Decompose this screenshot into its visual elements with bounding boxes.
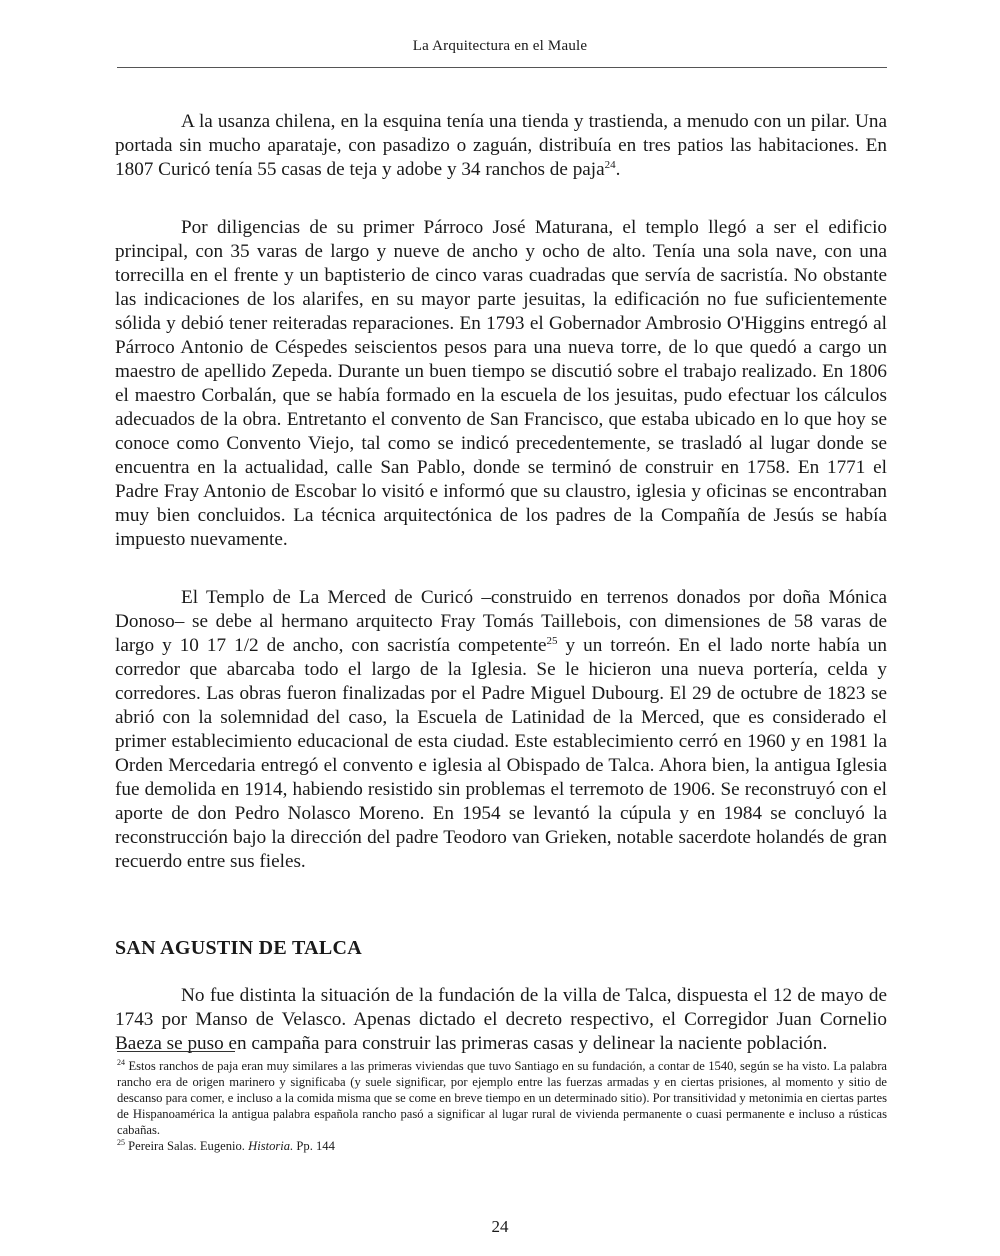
header-rule (117, 67, 887, 68)
footnote-25-end: Pp. 144 (293, 1139, 335, 1153)
paragraph-2: Por diligencias de su primer Párroco José Maturana, el templo llegó a ser el edificio principal, con 35 varas de largo y nueve de ancho y ocho de alto. Tenía una sola nave, con una torrecilla en el frente y un baptisterio de cinco varas cuadradas que servía de sacristía. No obstante las indicaciones de los alarifes, en su mayor parte jesuitas, la edificación no fue suficientemente sólida y debió tener reiteradas reparaciones. En 1793 el Gobernador Ambrosio O'Higgins entregó al Párroco Antonio de Céspedes seiscientos pesos para una nueva torre, de lo que quedó a cargo un maestro de apellido Zepeda. Durante un buen tiempo se discutió sobre el trabajo realizado. En 1806 el maestro Corbalán, que se había formado en la escuela de los jesuitas, pudo efectuar los cálculos adecuados de la obra. Entretanto el convento de San Francisco, que estaba ubicado en lo que hoy se conoce como Convento Viejo, tal como se indicó precedentemente, se trasladó al lugar donde se encuentra en la actualidad, calle San Pablo, donde se terminó de construir en 1758. En 1771 el Padre Fray Antonio de Escobar lo visitó e informó que su claustro, iglesia y oficinas se encontraban muy bien concluidos. La técnica arquitectónica de los padres de la Compañía de Jesús se había impuesto nuevamente. (115, 217, 887, 550)
footnote-25-title: Historia. (248, 1139, 294, 1153)
paragraph-3-rest: y un torreón. En el lado norte había un corredor que abarcaba todo el largo de la Iglesia. Se le hicieron una nueva portería, celda y corredores. Las obras fueron finalizadas por el Padre Miguel Dubourg. El 29 de octubre de 1823 se abrió con la solemnidad del caso, la Escuela de Latinidad de la Merced, que es considerado el primer establecimiento educacional de esta ciudad. Este establecimiento cerró en 1960 y en 1981 la Orden Mercedaria entregó el convento e iglesia al Obispado de Talca. Ahora bien, la antigua Iglesia fue demolida en 1914, habiendo resistido sin problemas el terremoto de 1906. Se reconstruyó con el aporte de don Pedro Nolasco Moreno. En 1954 se levantó la cúpula y en 1984 se concluyó la reconstrucción bajo la dirección del padre Teodoro van Grieken, notable sacerdote holandés de gran recuerdo entre sus fieles. (115, 635, 887, 872)
footnote-25 (117, 1138, 887, 1154)
paragraph-1 (115, 110, 887, 182)
paragraph-3 (115, 586, 887, 874)
main-text (115, 110, 887, 1056)
footnote-24-text: Estos ranchos de paja eran muy similares a las primeras viviendas que tuvo Santiago en su fundación, a contar de 1540, según se ha visto. La palabra rancho era de origen marinero y significaba (y suele significar, por ejemplo entre las fuerzas armadas y en ciertas prisiones, al momento y sitio de descanso para comer, e incluso a la comida misma que se come en breve tiempo en un determinado sitio). Por transitividad y metonimia en ciertas partes de Hispanoamérica la antigua palabra española rancho pasó a significar al lugar rural de vivienda permanente o cuasi permanente e incluso a rústicas cabañas. (117, 1059, 887, 1137)
running-header: La Arquitectura en el Maule (412, 38, 588, 54)
page-number: 24 (491, 1217, 509, 1236)
footnote-ref-25: 25 (546, 635, 558, 647)
section-title: SAN AGUSTIN DE TALCA (115, 937, 362, 959)
footnote-25-text: Pereira Salas. Eugenio. (125, 1139, 249, 1153)
paragraph-3-start: El Templo de La Merced de Curicó –construido en terrenos donados por doña Mónica Donoso– se debe al hermano arquitecto Fray Tomás Taillebois, con dimensiones de 58 varas de largo y 10 17 1/2 de ancho, con sacristía competente (115, 587, 887, 656)
footnote-ref-24: 24 (604, 159, 616, 171)
paragraph-4: No fue distinta la situación de la fundación de la villa de Talca, dispuesta el 12 de mayo de 1743 por Manso de Velasco. Apenas dictado el decreto respectivo, el Corregidor Juan Cornelio Baeza se puso en campaña para construir las primeras casas y delinear la naciente población. (115, 985, 887, 1054)
footnotes (117, 1058, 887, 1154)
footnote-24-number: 24 (117, 1058, 125, 1067)
footnote-24 (117, 1058, 887, 1138)
paragraph-1-end: . (615, 159, 621, 180)
paragraph-1-text: A la usanza chilena, en la esquina tenía una tienda y trastienda, a menudo con un pilar. Una portada sin mucho aparataje, con pasadizo o zaguán, distribuía en tres patios las habitaciones. En 1807 Curicó tenía 55 casas de teja y adobe y 34 ranchos de paja (115, 111, 887, 180)
footnote-25-number: 25 (117, 1138, 125, 1147)
footnote-rule (117, 1051, 235, 1052)
